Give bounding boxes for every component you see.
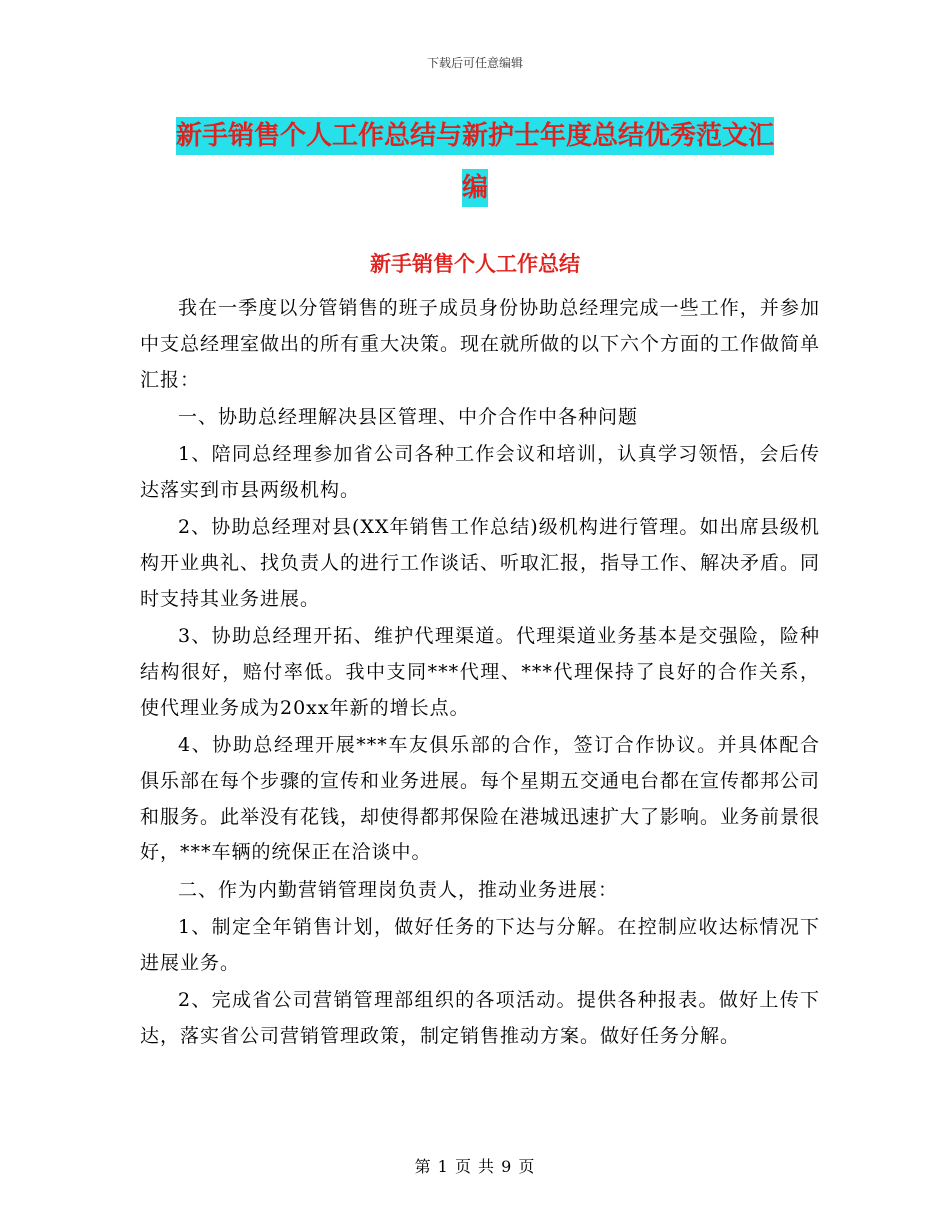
paragraph: 2、完成省公司营销管理部组织的各项活动。提供各种报表。做好上传下达，落实省公司营销管理政策，制定销售推动方案。做好任务分解。 bbox=[140, 989, 820, 1047]
title-line-1: 新手销售个人工作总结与新护士年度总结优秀范文汇 bbox=[176, 117, 774, 155]
section-title: 新手销售个人工作总结 bbox=[370, 252, 580, 276]
header-note: 下载后可任意编辑 bbox=[426, 56, 523, 70]
title-line-2: 编 bbox=[462, 169, 488, 207]
paragraph: 一、协助总经理解决县区管理、中介合作中各种问题 bbox=[178, 405, 639, 428]
paragraph: 1、陪同总经理参加省公司各种工作会议和培训，认真学习领悟，会后传达落实到市县两级机构。 bbox=[140, 443, 820, 501]
paragraph: 4、协助总经理开展***车友俱乐部的合作，签订合作协议。并具体配合俱乐部在每个步骤的宣传和业务进展。每个星期五交通电台都在宣传都邦公司和服务。此举没有花钱，却使得都邦保险在港城迅速扩大了影响。业务前景很好，***车辆的统保正在洽谈中。 bbox=[140, 734, 821, 864]
paragraph: 我在一季度以分管销售的班子成员身份协助总经理完成一些工作，并参加中支总经理室做出的所有重大决策。现在就所做的以下六个方面的工作做简单汇报： bbox=[140, 297, 821, 391]
paragraph: 1、制定全年销售计划，做好任务的下达与分解。在控制应收达标情况下进展业务。 bbox=[140, 916, 820, 974]
page-number-footer: 第 1 页 共 9 页 bbox=[414, 1157, 536, 1176]
body-text bbox=[140, 291, 820, 1056]
paragraph: 3、协助总经理开拓、维护代理渠道。代理渠道业务基本是交强险，险种结构很好，赔付率低。我中支同***代理、***代理保持了良好的合作关系，使代理业务成为20xx年新的增长点。 bbox=[140, 625, 820, 719]
document-title bbox=[0, 110, 950, 214]
paragraph: 二、作为内勤营销管理岗负责人，推动业务进展： bbox=[178, 878, 619, 901]
paragraph: 2、协助总经理对县(XX年销售工作总结)级机构进行管理。如出席县级机构开业典礼、找负责人的进行工作谈话、听取汇报，指导工作、解决矛盾。同时支持其业务进展。 bbox=[140, 516, 821, 610]
